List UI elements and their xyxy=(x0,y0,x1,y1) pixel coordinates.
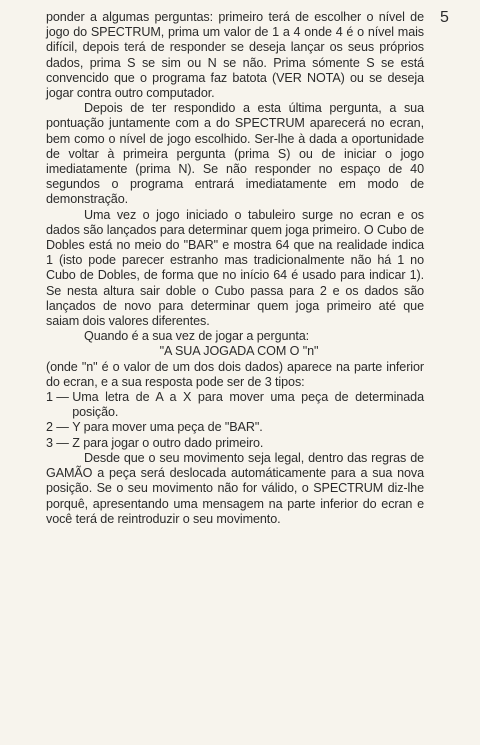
list-item xyxy=(46,436,424,451)
list-text: Uma letra de A a X para mover uma peça de determinada posição. xyxy=(72,390,424,420)
paragraph-4: Quando é a sua vez de jogar a pergunta: xyxy=(84,329,310,344)
paragraph-3: Uma vez o jogo iniciado o tabuleiro surge no ecran e os dados são lançados para determinar quem joga primeiro. O Cubo de Dobles está no meio do "BAR" e mostra 64 que na realidade indica 1 (isto pode parecer estranho mas tradicionalmente não há 1 no Cubo de Dobles, de forma que no início 64 é usado para indicar 1). Se nesta altura sair doble o Cubo passa para 2 e os dados são lançados de novo para determinar quem joga primeiro até que saiam dois valores diferentes. xyxy=(46,207,424,329)
list-text: Y para mover uma peça de "BAR". xyxy=(72,420,263,435)
body-text xyxy=(46,10,424,527)
paragraph-1: ponder a algumas perguntas: primeiro terá de escolher o nível de jogo do SPECTRUM, prima um valor de 1 a 4 onde 4 é o nível mais difícil, depois terá de responder se deseja lançar os seus próprios dados, prima S se sim ou N se não. Prima sómente S se está convencido que o programa faz batota (VER NOTA) ou se deseja jogar contra outro computador. xyxy=(46,10,424,101)
list-item xyxy=(46,390,424,420)
page-number: 5 xyxy=(440,9,449,26)
paragraph-6: Desde que o seu movimento seja legal, dentro das regras de GAMÃO a peça será deslocada automáticamente para a sua nova posição. Se o seu movimento não for válido, o SPECTRUM diz-lhe porquê, apresentando uma mensagem na parte inferior do ecran e você terá de reintroduzir o seu movimento. xyxy=(46,450,424,526)
prompt-line: "A SUA JOGADA COM O "n" xyxy=(159,344,319,359)
list-number: 3 — xyxy=(46,435,73,450)
paragraph-2: Depois de ter respondido a esta última pergunta, a sua pontuação juntamente com a do SPECTRUM aparecerá no ecran, bem como o nível de jogo escolhido. Ser-lhe à dada a oportunidade de voltar à primeira pergunta (prima S) ou de iniciar o jogo imediatamente (prima N). Se não responder no espaço de 40 segundos o programa entrará imediatamente em modo de demonstração. xyxy=(46,101,424,207)
paragraph-5: (onde "n" é o valor de um dos dois dados) aparece na parte inferior do ecran, e a sua resposta pode ser de 3 tipos: xyxy=(46,359,424,389)
list-number: 1 — xyxy=(46,390,73,405)
list-item xyxy=(46,420,424,435)
list-text: Z para jogar o outro dado primeiro. xyxy=(72,435,264,450)
list-number: 2 — xyxy=(46,420,73,435)
